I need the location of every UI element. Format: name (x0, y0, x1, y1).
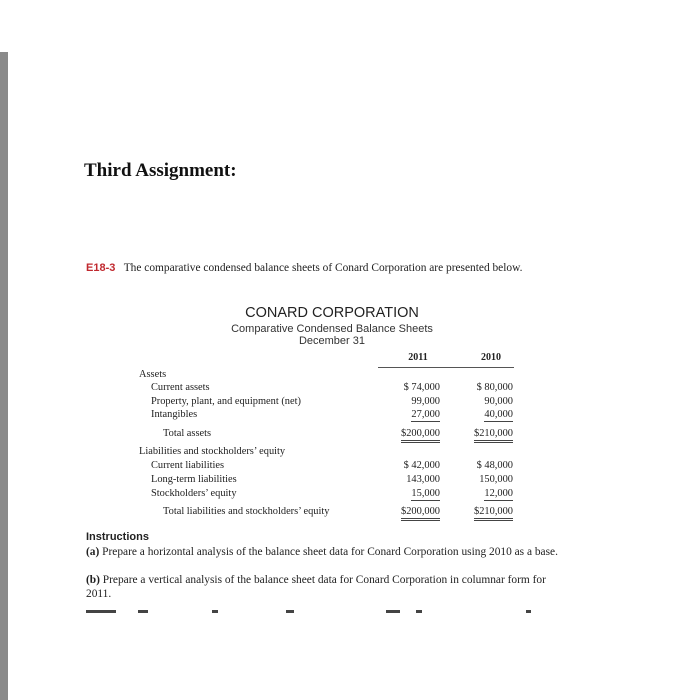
table-row (0, 446, 678, 459)
row-label: Long-term liabilities (151, 474, 237, 485)
table-row (0, 396, 678, 409)
instruction-a (86, 545, 570, 559)
value-2011: $ 74,000 (403, 382, 440, 393)
instruction-text: Prepare a vertical analysis of the balance sheet data for Conard Corporation in columnar form for 2011. (86, 574, 546, 600)
table-row (0, 460, 678, 473)
column-header-2011: 2011 (408, 352, 428, 363)
instruction-marker: (b) (86, 574, 100, 586)
exercise-text: The comparative condensed balance sheets of Conard Corporation are presented below. (123, 262, 523, 274)
header-rule (378, 367, 514, 368)
value-2010: $ 48,000 (476, 460, 513, 471)
value-2010: 12,000 (484, 488, 513, 499)
row-label: Total liabilities and stockholders’ equity (163, 506, 330, 517)
statement-subtitle (200, 323, 464, 347)
statement-title: Comparative Condensed Balance Sheets (231, 323, 433, 335)
value-2011: 99,000 (411, 396, 440, 407)
table-row (0, 369, 678, 382)
row-label: Assets (139, 369, 167, 380)
table-row (0, 409, 678, 422)
value-2011: $ 42,000 (403, 460, 440, 471)
value-2011: 27,000 (411, 409, 440, 420)
exercise-code: E18-3 (86, 262, 116, 274)
value-2010: $210,000 (474, 428, 513, 443)
table-row (0, 474, 678, 487)
value-2011: $200,000 (401, 428, 440, 443)
value-2010: 40,000 (484, 409, 513, 420)
table-row (0, 506, 678, 519)
value-2010: 90,000 (484, 396, 513, 407)
cut-off-next-exercise (86, 604, 546, 614)
row-label: Total assets (163, 428, 212, 439)
value-2010: 150,000 (479, 474, 513, 485)
statement-date: December 31 (298, 335, 366, 347)
table-row (0, 382, 678, 395)
value-2010: $210,000 (474, 506, 513, 521)
instruction-text: Prepare a horizontal analysis of the balance sheet data for Conard Corporation using 2010 as a base. (102, 546, 558, 558)
table-row (0, 488, 678, 501)
row-label: Liabilities and stockholders’ equity (139, 446, 286, 457)
column-header-2010: 2010 (481, 352, 501, 363)
value-2010: $ 80,000 (476, 382, 513, 393)
row-label: Property, plant, and equipment (net) (151, 396, 301, 407)
value-2011: $200,000 (401, 506, 440, 521)
row-label: Current assets (151, 382, 210, 393)
value-2011: 15,000 (411, 488, 440, 499)
instruction-marker: (a) (86, 546, 100, 558)
row-label: Stockholders’ equity (151, 488, 237, 499)
instructions-heading: Instructions (86, 531, 149, 543)
table-row (0, 428, 678, 441)
instruction-b (86, 573, 570, 601)
row-label: Current liabilities (151, 460, 225, 471)
exercise-intro (86, 261, 570, 276)
row-label: Intangibles (151, 409, 198, 420)
company-name: CONARD CORPORATION (245, 305, 419, 321)
page-title: Third Assignment: (84, 160, 237, 181)
value-2011: 143,000 (406, 474, 440, 485)
